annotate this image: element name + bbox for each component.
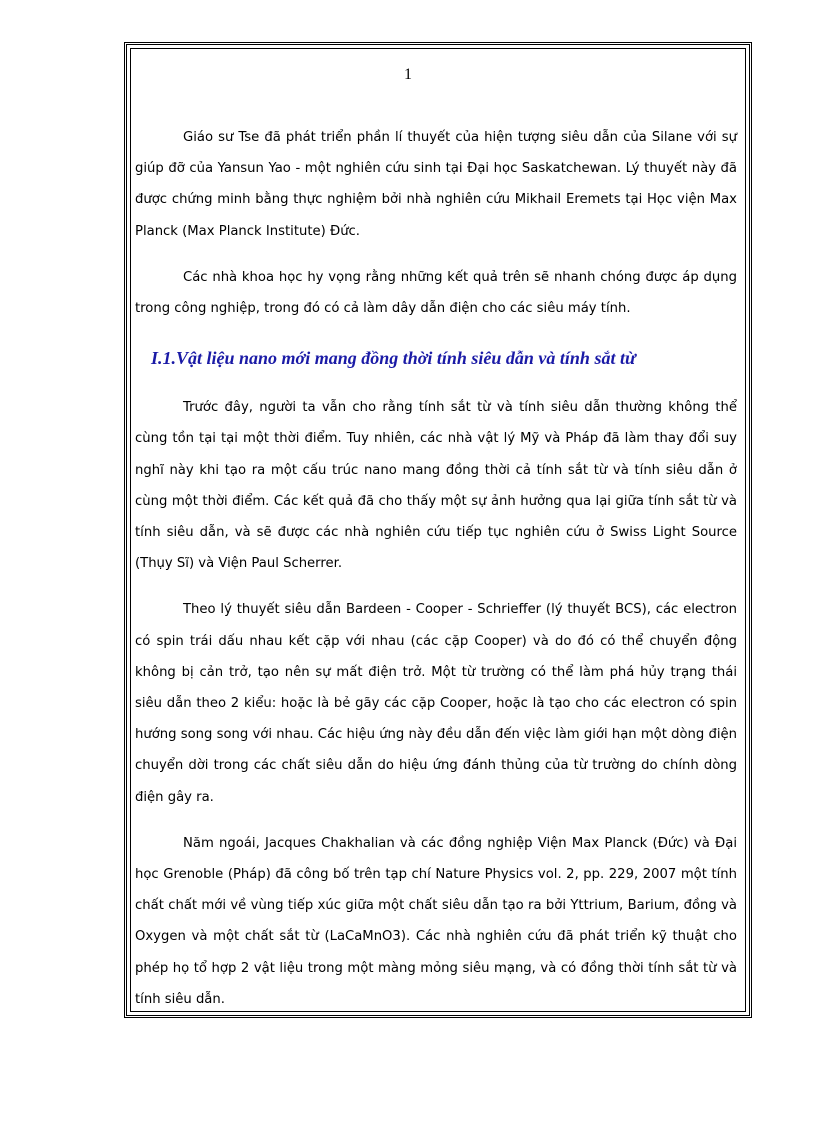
paragraph: Trước đây, người ta vẫn cho rằng tính sắt từ và tính siêu dẫn thường không thể cùng tồn tại tại một thời điểm. Tuy nhiên, các nhà vật lý Mỹ và Pháp đã làm thay đổi suy nghĩ này khi tạo ra một cấu trúc nano mang đồng thời cả tính sắt từ và tính siêu dẫn ở cùng một thời điểm. Các kết quả đã cho thấy một sự ảnh hưởng qua lại giữa tính sắt từ và tính siêu dẫn, và sẽ được các nhà nghiên cứu tiếp tục nghiên cứu ở Swiss Light Source (Thụy Sĩ) và Viện Paul Scherrer. <box>135 400 737 572</box>
paragraph: Giáo sư Tse đã phát triển phần lí thuyết của hiện tượng siêu dẫn của Silane với sự giúp đỡ của Yansun Yao - một nghiên cứu sinh tại Đại học Saskatchewan. Lý thuyết này đã được chứng minh bằng thực nghiệm bởi nhà nghiên cứu Mikhail Eremets tại Học viện Max Planck (Max Planck Institute) Đức. <box>135 130 737 239</box>
paragraph: Theo lý thuyết siêu dẫn Bardeen - Cooper - Schrieffer (lý thuyết BCS), các electron có spin trái dấu nhau kết cặp với nhau (các cặp Cooper) và do đó có thể chuyển động không bị cản trở, tạo nên sự mất điện trở. Một từ trường có thể làm phá hủy trạng thái siêu dẫn theo 2 kiểu: hoặc là bẻ gãy các cặp Cooper, hoặc là tạo cho các electron có spin hướng song song với nhau. Các hiệu ứng này đều dẫn đến việc làm giới hạn một dòng điện chuyển dời trong các chất siêu dẫn do hiệu ứng đánh thủng của từ trường do chính dòng điện gây ra. <box>135 602 737 805</box>
page-number: 1 <box>404 66 412 83</box>
paragraph: Năm ngoái, Jacques Chakhalian và các đồng nghiệp Viện Max Planck (Đức) và Đại học Grenoble (Pháp) đã công bố trên tạp chí Nature Physics vol. 2, pp. 229, 2007 một tính chất chất mới về vùng tiếp xúc giữa một chất siêu dẫn tạo ra bởi Yttrium, Barium, đồng và Oxygen và một chất sắt từ (LaCaMnO3). Các nhà nghiên cứu đã phát triển kỹ thuật cho phép họ tổ hợp 2 vật liệu trong một màng mỏng siêu mạng, và có đồng thời tính sắt từ và tính siêu dẫn. <box>135 835 737 1007</box>
section-heading: I.1.Vật liệu nano mới mang đồng thời tính siêu dẫn và tính sắt từ <box>151 348 636 369</box>
paragraph: Các nhà khoa học hy vọng rằng những kết quả trên sẽ nhanh chóng được áp dụng trong công nghiệp, trong đó có cả làm dây dẫn điện cho các siêu máy tính. <box>135 269 737 317</box>
document-body <box>135 122 737 1015</box>
